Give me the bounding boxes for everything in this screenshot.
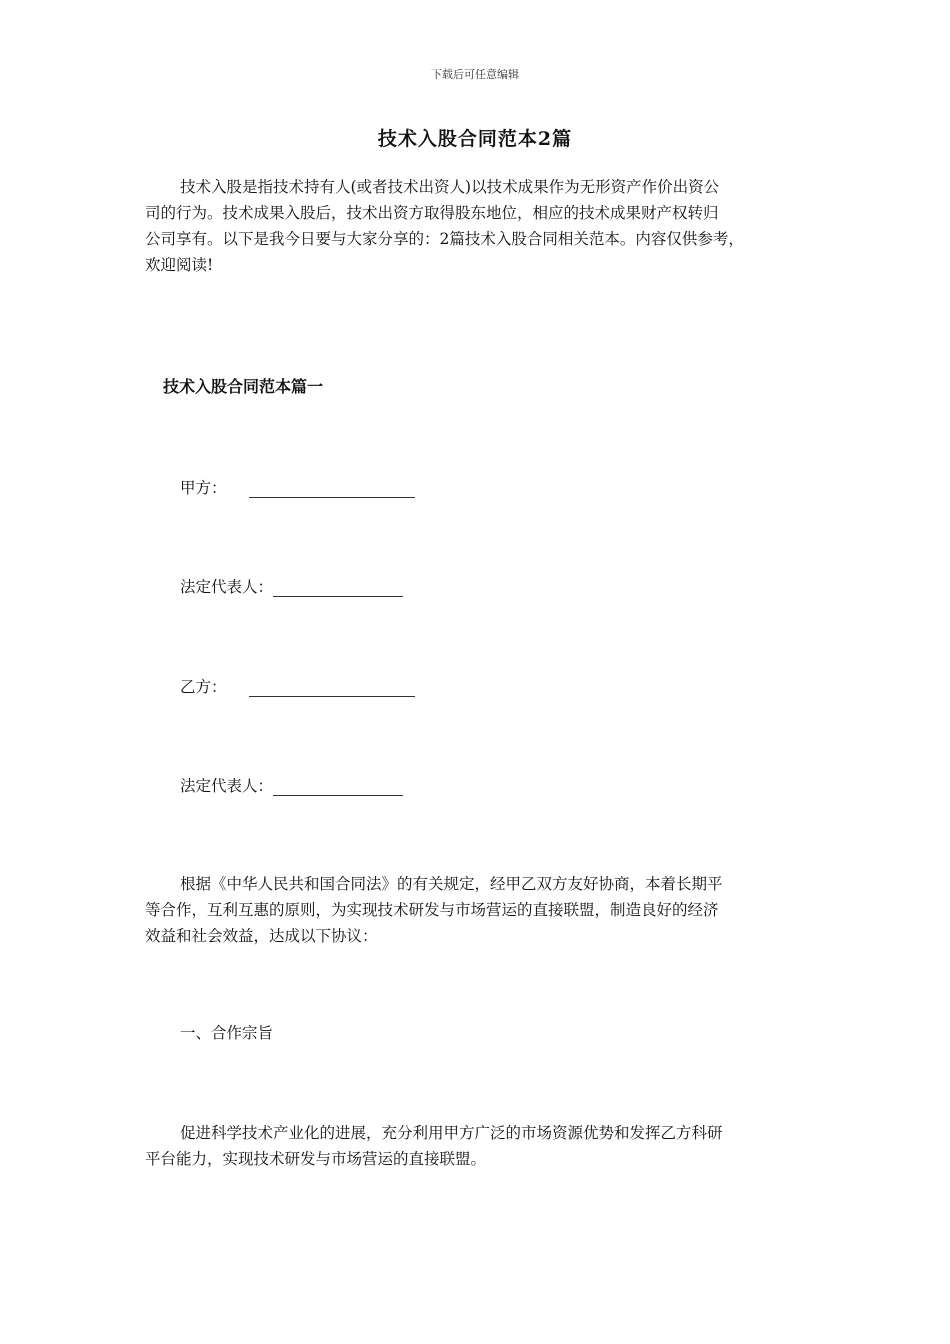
intro-line: 司的行为。技术成果入股后，技术出资方取得股东地位，相应的技术成果财产权转归 [145, 204, 719, 222]
intro-paragraph [145, 174, 805, 278]
party-a-blank [249, 483, 415, 498]
party-b-blank [249, 682, 415, 697]
intro-line: 公司享有。以下是我今日要与大家分享的：2篇技术入股合同相关范本。内容仅供参考， [145, 230, 744, 248]
intro-line: 技术入股是指技术持有人(或者技术出资人)以技术成果作为无形资产作价出资公 [180, 178, 720, 196]
party-a-label: 甲方： [180, 479, 227, 497]
party-b-field [180, 675, 415, 697]
agreement-line: 效益和社会效益，达成以下协议： [145, 927, 378, 945]
party-a-rep-blank [273, 582, 403, 597]
document-title: 技术入股合同范本2篇 [377, 128, 573, 150]
party-b-rep-field [180, 774, 403, 796]
party-a-rep-label: 法定代表人： [180, 578, 274, 596]
agreement-line: 根据《中华人民共和国合同法》的有关规定，经甲乙双方友好协商，本着长期平 [180, 875, 723, 893]
clause-line: 促进科学技术产业化的进展，充分利用甲方广泛的市场资源优势和发挥乙方科研 [180, 1124, 723, 1142]
party-b-rep-blank [273, 781, 403, 796]
header-note: 下载后可任意编辑 [431, 68, 519, 81]
section-heading: 技术入股合同范本篇一 [163, 377, 324, 396]
agreement-paragraph [145, 871, 805, 949]
clause-title: 一、合作宗旨 [180, 1024, 274, 1042]
party-a-field [180, 476, 415, 498]
clause-line: 平台能力，实现技术研发与市场营运的直接联盟。 [145, 1150, 487, 1168]
party-b-rep-label: 法定代表人： [180, 777, 274, 795]
intro-line: 欢迎阅读! [145, 256, 214, 274]
party-b-label: 乙方： [180, 678, 227, 696]
party-a-rep-field [180, 575, 403, 597]
clause-paragraph [145, 1120, 805, 1172]
agreement-line: 等合作，互利互惠的原则，为实现技术研发与市场营运的直接联盟，制造良好的经济 [145, 901, 719, 919]
